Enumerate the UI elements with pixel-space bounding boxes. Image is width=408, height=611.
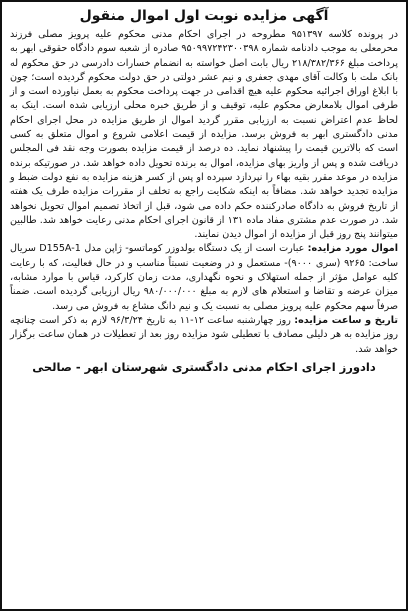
property-text: عبارت است از یک دستگاه بولدوزر کوماتسو- ژاپن مدل D155A-1 سریال ساخت: ۹۲۶۵ (سری ۹۰۰۰)- مستعمل و در وضعیت نسبتاً مناسب و در حال فعالیت، که با رعایت کلیه عوامل مؤثر از جمله استهلاک و نحوه نگهداری، مدت زمان کارکرد، قیاس با موارد مشابه، میزان عرضه و تقاضا و استعلام های لازم به مبلغ ۹۸۰/۰۰۰/۰۰۰ ریال ارزیابی گردیده است. ضمناً صرفاً سهم محکوم علیه پرویز مصلی به نسبت یک و نیم دانگ مشاع به فروش می رسد.: [10, 243, 398, 312]
date-label: تاریخ و ساعت مزایده:: [294, 314, 398, 326]
notice-title: آگهی مزایده نوبت اول اموال منقول: [79, 8, 329, 24]
notice-body: در پرونده کلاسه ۹۵۱۳۹۷ مطروحه در اجرای احکام مدنی محکوم علیه پرویز مصلی فرزند محرمعلی به موجب دادنامه شماره ۹۵۰۹۹۷۲۴۲۳۰۰۳۹۸ صادره از شعبه سوم دادگاه حقوقی ابهر به پرداخت مبلغ ۲۱۸/۳۸۲/۳۶۶ ریال بابت اصل خواسته به انضمام خسارات دادرسی در حق محکوم له بانک ملت با وکالت آقای مهدی جعفری و نیم عشر دولتی در حق دولت محکوم گردیده است؛ چون با ابلاغ اوراق اجرائیه محکوم علیه هیچ اقدامی در جهت پرداخت محکوم به بعمل نیاورده است و از طرفی اموال بلامعارض محکوم علیه، توقیف و از طریق خبره محلی ارزیابی شده است. اینک به لحاظ عدم اعتراض نسبت به ارزیابی مقرر گردید اموال از طریق مزایده در محل اجرای احکام مدنی دادگستری ابهر به فروش برسد. مزایده از قیمت اعلامی شروع و اموال متعلق به کسی است که بالاترین قیمت را پیشنهاد نماید. ده درصد از قیمت مزایده بصورت وجه نقد فی المجلس دریافت شده و پس از واریز بهای مزایده، اموال به برنده تحویل داده خواهد شد. در صورتیکه برنده مزایده در موعد مقرر بقیه بهاء را نپردازد سپرده او پس از کسر هزینه مزایده به نفع دولت ضبط و مزایده تجدید خواهد شد. مضافاً به اینکه شکایت راجع به تخلف از مقررات مزایده طرف یک هفته از تاریخ فروش به دادگاه صادرکننده حکم داده می شود، قبل از اتخاذ تصمیم اموال تحویل نخواهد شد. در صورت عدم مشتری مفاد ماده ۱۳۱ از قانون اجرای احکام مدنی رعایت خواهد شد. طالبین میتوانند پنج روز قبل از مزایده از اموال دیدن نمایند.: [10, 29, 399, 241]
date-text: روز چهارشنبه ساعت ۱۲-۱۱ به تاریخ ۹۶/۳/۲۴ لازم به ذکر است چنانچه روز مزایده به هر دلیلی مصادف با تعطیلی شود مزایده روز بعد از تعطیلات در همان ساعت برگزار خواهد شد.: [10, 314, 398, 355]
date-section: [10, 314, 398, 357]
notice-signature: دادورز اجرای احکام مدنی دادگستری شهرستان ابهر - صالحی: [32, 359, 376, 374]
property-label: اموال مورد مزایده:: [307, 243, 398, 255]
property-section: [10, 242, 398, 313]
